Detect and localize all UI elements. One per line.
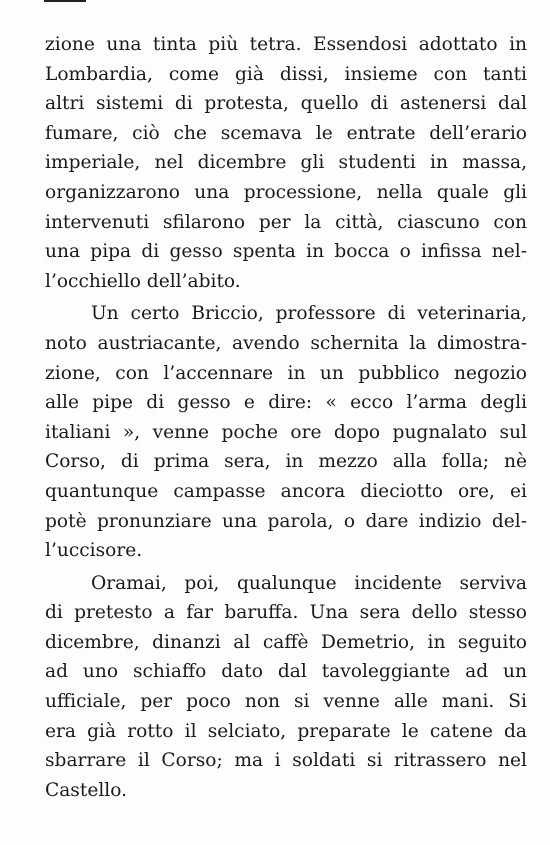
text-line: l’occhiello dell’abito.: [45, 270, 241, 292]
text-line: ad uno schiaffo dato dal tavoleggiante ad un: [45, 661, 527, 683]
text-line: dicembre, dinanzi al caffè Demetrio, in seguito: [45, 631, 527, 653]
text-line: alle pipe di gesso e dire: « ecco l’arma degli: [45, 392, 527, 414]
header-rule: [44, 0, 86, 2]
text-line: Oramai, poi, qualunque incidente serviva: [91, 572, 527, 594]
paragraph-2: [45, 299, 527, 565]
text-line: quantunque campasse ancora dieciotto ore, ei: [45, 480, 527, 502]
text-line: fumare, ciò che scemava le entrate dell’erario: [45, 122, 527, 144]
paragraph-1: [45, 30, 527, 296]
paragraph-3: [45, 569, 527, 806]
text-line: era già rotto il selciato, preparate le catene da: [45, 720, 527, 742]
text-line: una pipa di gesso spenta in bocca o infissa nel-: [45, 241, 527, 263]
text-line: Castello.: [45, 779, 128, 801]
text-line: l’uccisore.: [45, 540, 143, 562]
text-line: Un certo Briccio, professore di veterinaria,: [91, 303, 527, 325]
text-line: di pretesto a far baruffa. Una sera dello stesso: [45, 602, 527, 624]
body-text: [45, 30, 527, 805]
text-line: intervenuti sfilarono per la città, ciascuno con: [45, 211, 527, 233]
text-line: noto austriacante, avendo schernita la dimostra-: [45, 332, 527, 354]
text-line: altri sistemi di protesta, quello di astenersi dal: [45, 93, 527, 115]
text-line: ufficiale, per poco non si venne alle mani. Si: [45, 691, 527, 713]
text-line: organizzarono una processione, nella quale gli: [45, 181, 527, 203]
text-line: Corso, di prima sera, in mezzo alla folla; nè: [45, 451, 527, 473]
text-line: zione, con l’accennare in un pubblico negozio: [45, 362, 527, 384]
text-line: italiani », venne poche ore dopo pugnalato sul: [45, 421, 527, 443]
text-line: imperiale, nel dicembre gli studenti in massa,: [45, 152, 527, 174]
text-line: potè pronunziare una parola, o dare indizio del-: [45, 510, 527, 532]
text-line: sbarrare il Corso; ma i soldati si ritrassero nel: [45, 750, 527, 772]
text-line: Lombardia, come già dissi, insieme con tanti: [45, 63, 527, 85]
text-line: zione una tinta più tetra. Essendosi adottato in: [45, 34, 527, 55]
